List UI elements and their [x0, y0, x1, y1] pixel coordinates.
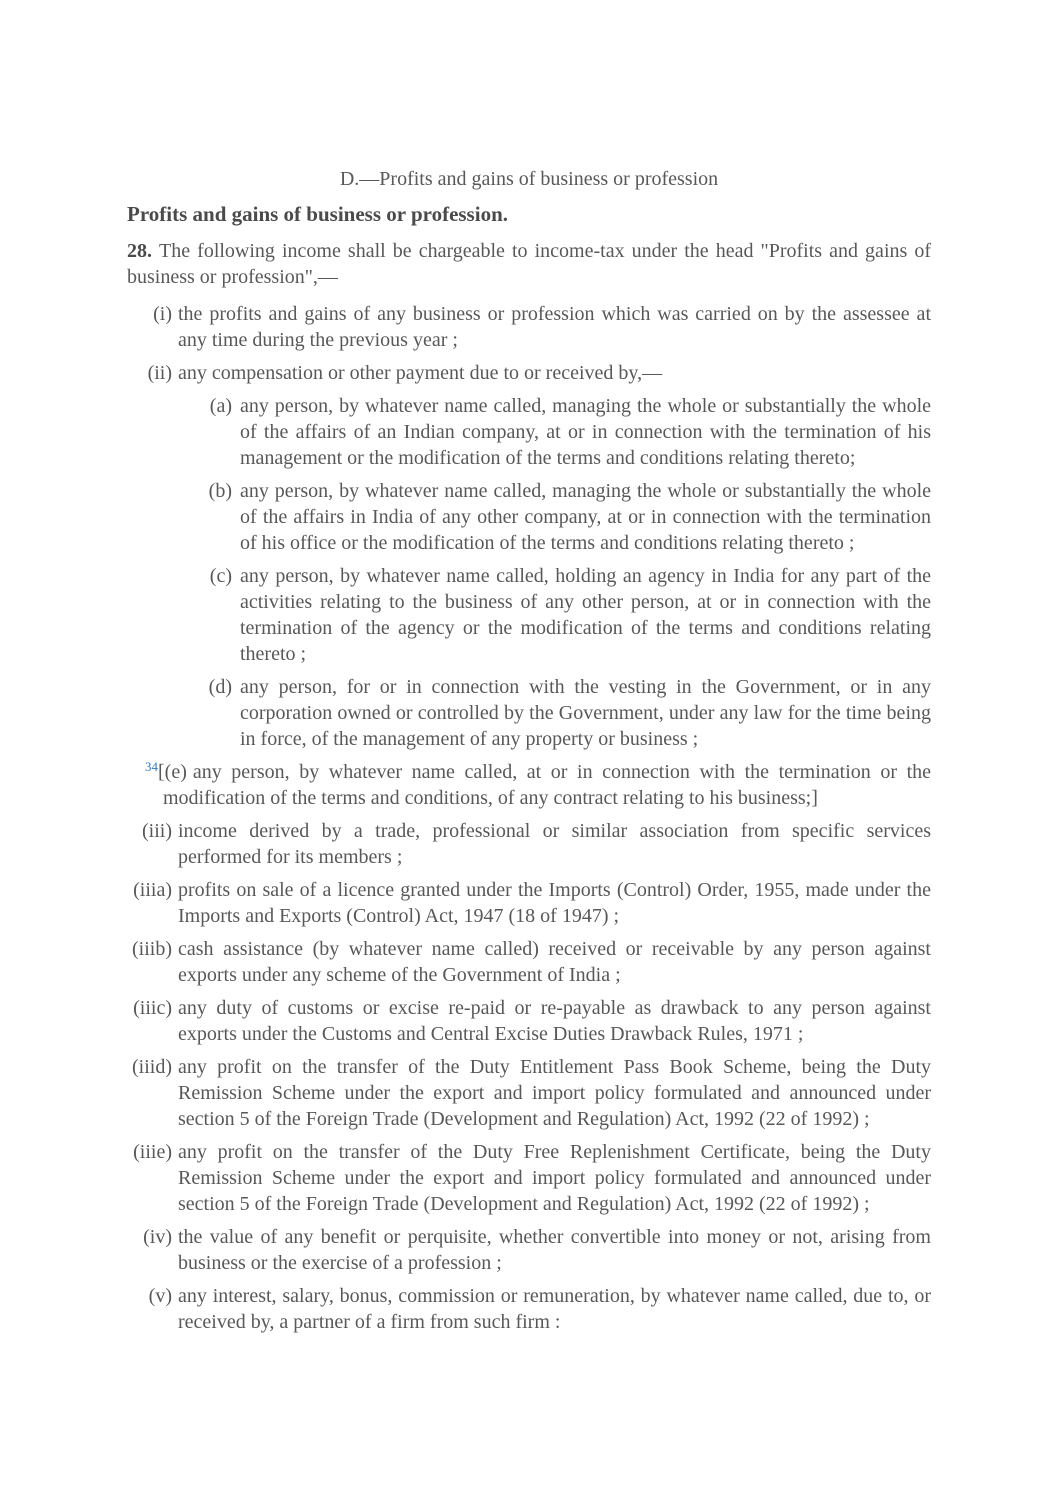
item-text: profits on sale of a licence granted under the Imports (Control) Order, 1955, made under the Imports and Exports (Control) Act, 1947 (18 of 1947) ; — [178, 879, 931, 927]
item-marker: (iiia) — [133, 879, 172, 901]
list-item-iiid — [127, 1054, 931, 1132]
item-marker: (iiic) — [133, 997, 172, 1019]
item-marker: (ii) — [147, 362, 172, 384]
item-marker: (i) — [153, 303, 172, 325]
item-marker: (iiie) — [133, 1141, 172, 1163]
item-text: the profits and gains of any business or profession which was carried on by the assessee at any time during the previous year ; — [178, 303, 931, 351]
item-text: any interest, salary, bonus, commission or remuneration, by whatever name called, due to, or received by, a partner of a firm from such firm : — [178, 1285, 931, 1333]
item-text: income derived by a trade, professional or similar association from specific services performed for its members ; — [178, 820, 931, 868]
item-text: any compensation or other payment due to or received by,— — [178, 362, 663, 384]
list-item-e — [127, 759, 931, 811]
list-item-v — [127, 1283, 931, 1335]
item-marker: (iiid) — [132, 1056, 172, 1078]
item-marker: (d) — [208, 676, 232, 698]
item-text: any profit on the transfer of the Duty Free Replenishment Certificate, being the Duty Remission Scheme under the export and import policy formulated and announced under section 5 of the Foreign Trade (Development and Regulation) Act, 1992 (22 of 1992) ; — [178, 1141, 931, 1215]
list-item-iiia — [127, 877, 931, 929]
item-text: cash assistance (by whatever name called) received or receivable by any person against exports under any scheme of the Government of India ; — [178, 938, 931, 986]
section-header: D.—Profits and gains of business or profession — [339, 168, 719, 190]
item-text: any person, for or in connection with the vesting in the Government, or in any corporation owned or controlled by the Government, under any law for the time being in force, of the management of any property or business ; — [240, 676, 931, 750]
list-item-d — [127, 674, 931, 752]
item-marker: (v) — [148, 1285, 172, 1307]
item-marker: (c) — [209, 565, 232, 587]
item-marker: (a) — [209, 395, 232, 417]
item-text: any person, by whatever name called, at or in connection with the termination or the modification of the terms and conditions, of any contract relating to his business;] — [163, 761, 931, 809]
item-text: any person, by whatever name called, holding an agency in India for any part of the activities relating to the business of any other person, at or in connection with the termination of the agency or the modification of the terms and conditions relating thereto ; — [240, 565, 931, 665]
section-number: 28. — [127, 240, 152, 262]
opening-text: The following income shall be chargeable to income-tax under the head "Profits and gains of business or profession",— — [127, 240, 931, 288]
page-title: Profits and gains of business or profession. — [127, 202, 508, 226]
list-item-iiib — [127, 936, 931, 988]
item-text: any person, by whatever name called, managing the whole or substantially the whole of the affairs in India of any other company, at or in connection with the termination of his office or the modification of the terms and conditions relating thereto ; — [240, 480, 931, 554]
item-text: any person, by whatever name called, managing the whole or substantially the whole of the affairs of an Indian company, at or in connection with the termination of his management or the modification of the terms and conditions relating thereto; — [240, 395, 931, 469]
item-marker: (iv) — [143, 1226, 172, 1248]
item-marker: (b) — [208, 480, 232, 502]
list-item-i — [127, 301, 931, 353]
item-text: any duty of customs or excise re-paid or re-payable as drawback to any person against exports under the Customs and Central Excise Duties Drawback Rules, 1971 ; — [178, 997, 931, 1045]
list-item-ii — [127, 360, 931, 386]
item-marker: [(e) — [158, 761, 187, 783]
footnote-ref-34[interactable]: 34 — [145, 759, 158, 774]
list-item-iii — [127, 818, 931, 870]
item-marker: (iiib) — [132, 938, 172, 960]
opening-paragraph — [127, 238, 931, 290]
list-item-iiic — [127, 995, 931, 1047]
list-item-iv — [127, 1224, 931, 1276]
item-text: the value of any benefit or perquisite, whether convertible into money or not, arising from business or the exercise of a profession ; — [178, 1226, 931, 1274]
item-marker: (iii) — [142, 820, 172, 842]
list-item-c — [127, 563, 931, 667]
list-item-a — [127, 393, 931, 471]
list-item-b — [127, 478, 931, 556]
item-text: any profit on the transfer of the Duty Entitlement Pass Book Scheme, being the Duty Remission Scheme under the export and import policy formulated and announced under section 5 of the Foreign Trade (Development and Regulation) Act, 1992 (22 of 1992) ; — [178, 1056, 931, 1130]
list-item-iiie — [127, 1139, 931, 1217]
